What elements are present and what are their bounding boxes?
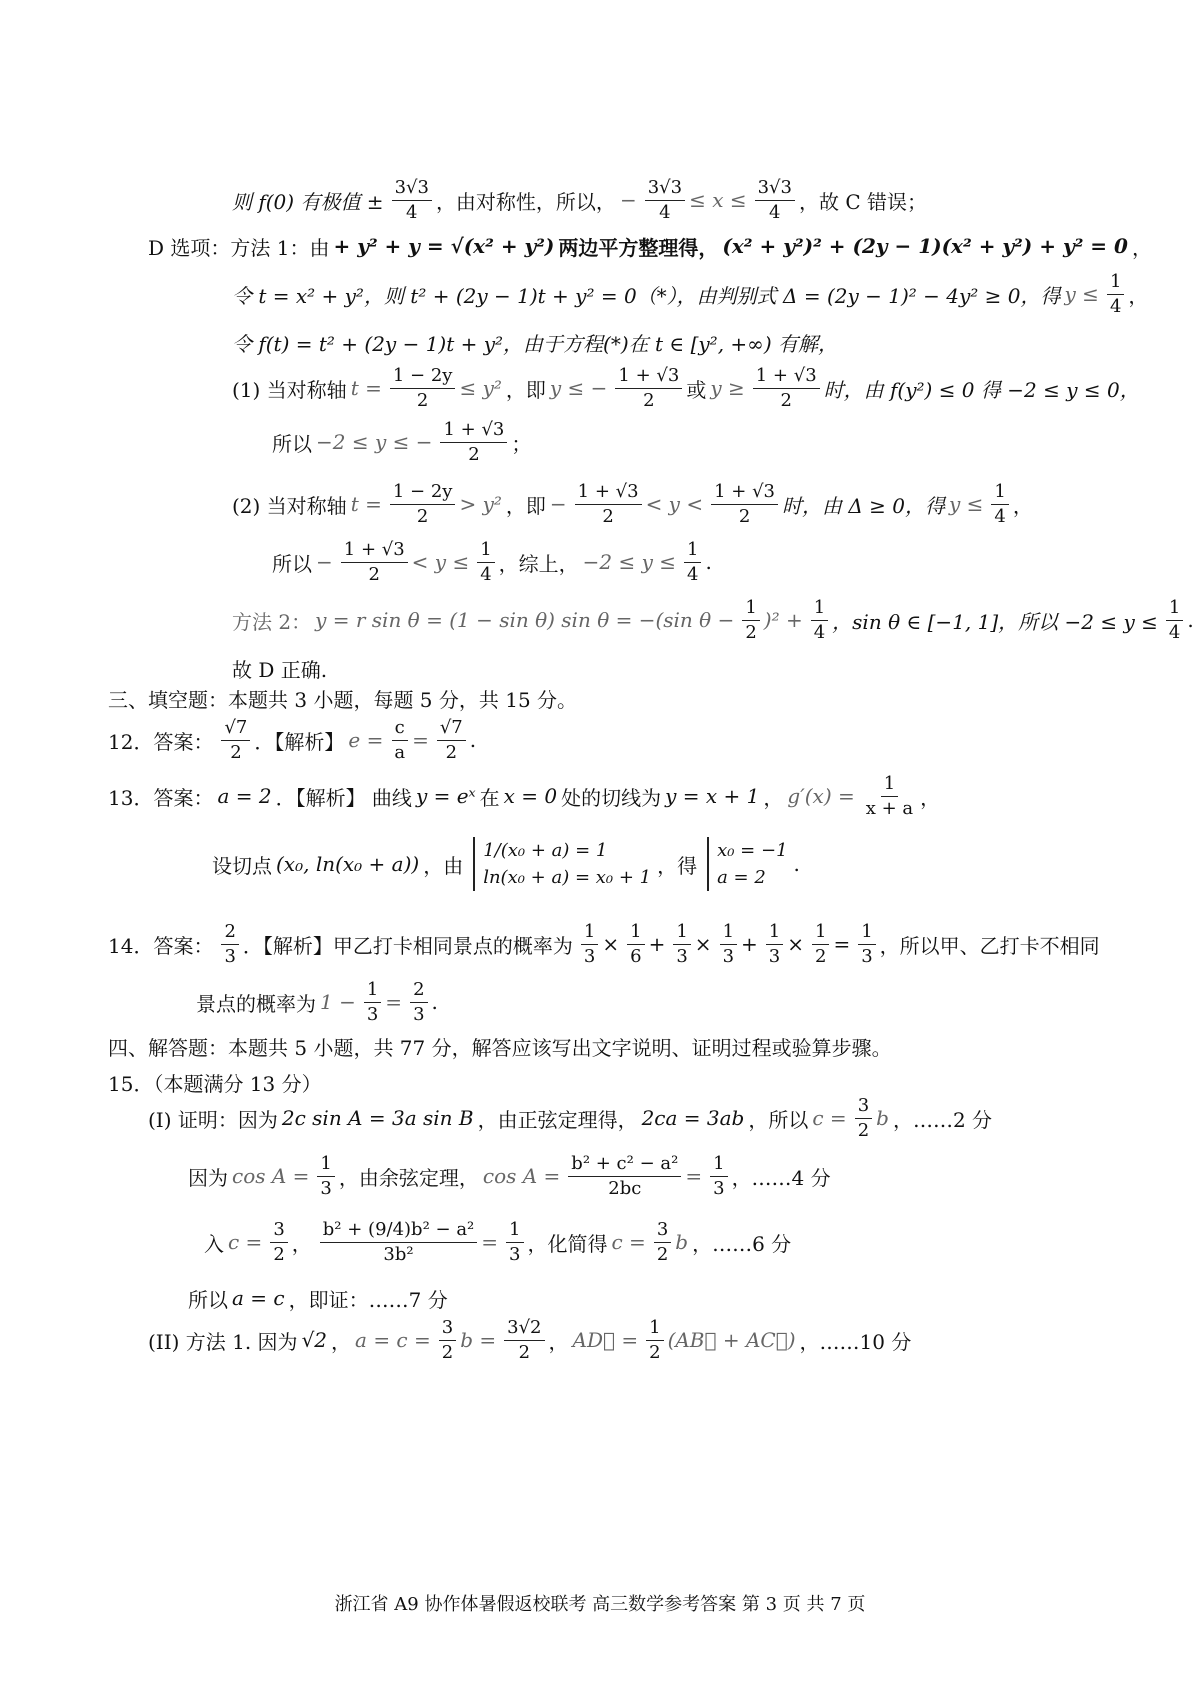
fraction-numerator: 3 <box>439 1318 456 1341</box>
text-line <box>272 540 1160 584</box>
fraction <box>439 1318 456 1363</box>
text-segment: ，即证：……7 分 <box>288 1287 448 1312</box>
fraction <box>504 1318 544 1363</box>
text-line <box>204 1220 1160 1264</box>
text-segment: D 选项：方法 1：由 <box>148 235 330 260</box>
text-line <box>272 420 1160 464</box>
fraction-numerator: 3√3 <box>392 178 432 201</box>
text-segment: ．【解析】 曲线 <box>275 785 412 810</box>
fraction-numerator: 1 − 2y <box>390 366 456 389</box>
text-segment: ，由 <box>423 853 464 878</box>
text-segment: 设切点 <box>212 853 272 878</box>
fraction-denominator: 2 <box>441 1341 454 1363</box>
text-segment: . <box>469 728 477 752</box>
text-line <box>108 718 1160 762</box>
text-segment: ， <box>1128 283 1149 308</box>
text-segment: 两边平方整理得， <box>558 235 719 260</box>
fraction-denominator: 4 <box>769 201 781 223</box>
fraction-denominator: 4 <box>406 201 418 223</box>
fraction-numerator: 1 <box>1166 598 1183 621</box>
text-segment: g′(x) = <box>787 784 855 808</box>
fraction-numerator: b² + (9/4)b² − a² <box>320 1220 478 1243</box>
text-line <box>148 1096 1160 1140</box>
fraction <box>710 1154 727 1199</box>
equation-system <box>473 837 651 891</box>
fraction-numerator: 3 <box>654 1220 671 1243</box>
fraction <box>270 1220 287 1265</box>
text-segment: c = <box>812 1106 847 1130</box>
fraction-denominator: 2bc <box>608 1177 642 1199</box>
text-segment: ， <box>331 1329 352 1354</box>
text-segment: ； <box>511 431 532 456</box>
text-segment: b <box>876 1106 889 1130</box>
text-segment: ， <box>1012 493 1033 518</box>
fraction <box>811 598 828 643</box>
text-segment: ，由对称性，所以， <box>435 189 616 214</box>
fraction <box>568 1154 681 1199</box>
text-line <box>232 320 1160 364</box>
text-line <box>188 1154 1160 1198</box>
fraction-denominator: 3 <box>320 1177 332 1199</box>
text-segment: ，得 <box>657 853 698 878</box>
fraction <box>317 1154 334 1199</box>
fraction <box>575 482 642 527</box>
text-line <box>232 178 1160 222</box>
fraction-numerator: 1 + √3 <box>711 482 778 505</box>
text-segment: 12．答案： <box>108 729 214 754</box>
fraction-denominator: 3 <box>224 945 236 967</box>
fraction-denominator: 4 <box>994 505 1006 527</box>
text-segment: ，……10 分 <box>799 1329 912 1354</box>
text-segment: (I) 证明：因为 <box>148 1107 278 1132</box>
text-segment: ， <box>548 1329 569 1354</box>
text-segment: t = <box>350 492 382 516</box>
text-segment: − <box>316 550 333 574</box>
text-segment: 时，由 Δ ≥ 0，得 <box>782 493 945 518</box>
equation: ln(x₀ + a) = x₀ + 1 <box>483 867 652 888</box>
fraction-denominator: 3 <box>722 945 735 967</box>
text-segment: ≤ y² <box>459 376 502 400</box>
fraction-numerator: c <box>392 718 408 741</box>
text-segment: 所以 <box>272 551 312 576</box>
fraction-numerator: 1 <box>710 1154 727 1177</box>
text-segment: a = c = <box>355 1328 431 1352</box>
text-segment: 时，由 f(y²) ≤ 0 得 −2 ≤ y ≤ 0， <box>823 377 1140 402</box>
fraction-numerator: 3√2 <box>504 1318 544 1341</box>
text-segment: (II) 方法 1. 因为 <box>148 1329 298 1354</box>
fraction <box>581 922 598 967</box>
text-segment: 因为 <box>188 1165 228 1190</box>
text-segment: = <box>385 990 403 1014</box>
text-segment: (x² + y²)² + (2y − 1)(x² + y²) + y² = 0 <box>722 234 1128 258</box>
text-segment: ，sin θ ∈ [−1, 1]，所以 −2 ≤ y ≤ <box>832 609 1158 634</box>
text-segment: 所以 <box>188 1287 228 1312</box>
text-segment: = <box>685 1164 703 1188</box>
fraction-denominator: 2 <box>738 505 751 527</box>
text-segment: 15．（本题满分 13 分） <box>108 1071 322 1096</box>
text-segment: x = 0 <box>503 784 558 808</box>
fraction <box>437 718 466 763</box>
text-segment: = <box>833 932 851 956</box>
fraction-denominator: 3 <box>583 945 596 967</box>
fraction-denominator: 3 <box>413 1003 425 1025</box>
fraction-denominator: 6 <box>630 945 642 967</box>
fraction <box>341 540 408 585</box>
fraction <box>684 540 701 585</box>
fraction <box>645 178 685 223</box>
fraction-denominator: 2 <box>445 741 458 763</box>
text-line <box>148 224 1160 268</box>
text-segment: 14．答案： <box>108 933 214 958</box>
text-segment: . <box>1187 608 1194 632</box>
text-segment: t = <box>350 376 382 400</box>
fraction-numerator: 1 <box>477 540 494 563</box>
text-segment: ．【解析】甲乙打卡相同景点的概率为 <box>242 933 573 958</box>
fraction-numerator: 1 <box>627 922 644 945</box>
text-segment: ．【解析】 <box>254 729 345 754</box>
text-segment: > y² <box>459 492 502 516</box>
fraction <box>221 922 238 967</box>
text-segment: . <box>431 990 438 1014</box>
text-segment: = <box>412 728 429 752</box>
text-segment: AD⃗ = <box>572 1328 639 1352</box>
fraction-numerator: 1 + √3 <box>575 482 642 505</box>
fraction <box>1107 272 1124 317</box>
fraction <box>753 366 820 411</box>
fraction-numerator: 1 + √3 <box>341 540 408 563</box>
text-segment: 令 t = x² + y²，则 t² + (2y − 1)t + y² = 0（*），由判别式 Δ = (2y − 1)² − 4y² ≥ 0，得 <box>232 283 1061 308</box>
fraction <box>812 922 829 967</box>
fraction-numerator: 1 + √3 <box>440 420 507 443</box>
text-line <box>108 774 1160 818</box>
fraction-denominator: 2 <box>780 389 792 411</box>
fraction-numerator: 3√3 <box>755 178 795 201</box>
fraction-numerator: 1 <box>766 922 783 945</box>
fraction-numerator: b² + c² − a² <box>568 1154 681 1177</box>
text-segment: + <box>741 932 758 956</box>
fraction <box>673 922 690 967</box>
fraction-numerator: 3√3 <box>645 178 685 201</box>
text-segment: ，即 <box>505 377 546 402</box>
fraction-numerator: 1 <box>720 922 737 945</box>
text-segment: y ≤ <box>949 492 984 516</box>
fraction <box>863 774 916 819</box>
text-segment: e = <box>348 728 384 752</box>
text-segment: a = c <box>232 1286 285 1310</box>
fraction-numerator: 2 <box>221 922 238 945</box>
text-line <box>188 1276 1160 1320</box>
fraction-denominator: 3 <box>676 945 688 967</box>
fraction-denominator: x + a <box>865 797 914 819</box>
fraction <box>855 1096 872 1141</box>
fraction <box>858 922 875 967</box>
fraction-denominator: 2 <box>273 1243 285 1265</box>
fraction-denominator: 2 <box>656 1243 669 1265</box>
text-segment: − <box>619 188 637 212</box>
fraction-denominator: 2 <box>368 563 380 585</box>
fraction <box>391 718 408 763</box>
fraction-denominator: 3 <box>366 1003 379 1025</box>
text-segment: 或 <box>686 377 707 402</box>
text-segment: 处的切线为 <box>561 785 662 810</box>
fraction <box>991 482 1008 527</box>
text-segment: ，所以甲、乙打卡不相同 <box>879 933 1100 958</box>
text-segment: (x₀, ln(x₀ + a)) <box>276 852 420 876</box>
fraction-numerator: 1 <box>364 980 381 1003</box>
text-segment: 四、解答题：本题共 5 小题，共 77 分，解答应该写出文字说明、证明过程或验算步骤。 <box>108 1035 892 1060</box>
fraction-numerator: 1 <box>581 922 598 945</box>
fraction <box>221 718 250 763</box>
text-line <box>232 596 1194 643</box>
equation: x₀ = −1 <box>717 840 788 861</box>
text-segment: 在 <box>479 785 500 810</box>
fraction-numerator: 1 <box>991 482 1008 505</box>
text-segment: c = <box>228 1230 263 1254</box>
equation: 1/(x₀ + a) = 1 <box>483 840 608 861</box>
fraction-numerator: 1 <box>317 1154 334 1177</box>
fraction-numerator: 1 <box>684 540 701 563</box>
fraction-denominator: 3 <box>861 945 873 967</box>
fraction-denominator: 2 <box>745 621 757 643</box>
fraction-denominator: 4 <box>659 201 671 223</box>
fraction <box>615 366 682 411</box>
fraction-denominator: 4 <box>813 621 826 643</box>
fraction-numerator: 1 + √3 <box>615 366 682 389</box>
fraction-denominator: a <box>394 741 406 763</box>
fraction-denominator: 4 <box>1168 621 1181 643</box>
text-segment: 13．答案： <box>108 785 214 810</box>
fraction-numerator: 1 <box>742 598 759 621</box>
text-segment: × <box>787 932 804 956</box>
fraction-denominator: 2 <box>643 389 655 411</box>
text-segment: + y² + y = √(x² + y²) <box>333 234 555 258</box>
text-segment: ，由余弦定理， <box>338 1165 479 1190</box>
fraction-numerator: 1 <box>646 1318 663 1341</box>
fraction-denominator: 4 <box>480 563 492 585</box>
text-line <box>232 482 1160 526</box>
fraction <box>755 178 795 223</box>
fraction <box>506 1220 523 1265</box>
text-segment: y = x + 1 <box>665 784 760 808</box>
equation: a = 2 <box>717 867 766 888</box>
fraction-numerator: √7 <box>437 718 466 741</box>
text-segment: −2 ≤ y ≤ − <box>316 430 433 454</box>
text-segment: 三、填空题：本题共 3 小题，每题 5 分，共 15 分。 <box>108 687 578 712</box>
page-footer: 浙江省 A9 协作体暑假返校联考 高三数学参考答案 第 3 页 共 7 页 <box>334 1594 866 1615</box>
text-segment: cos A = <box>232 1164 310 1188</box>
text-segment: ，故 C 错误； <box>798 189 927 214</box>
text-line <box>148 1318 1160 1362</box>
text-segment: < y ≤ <box>411 550 470 574</box>
text-line <box>108 676 1160 720</box>
fraction-numerator: 1 <box>1107 272 1124 295</box>
text-segment: . <box>793 852 800 876</box>
fraction-denominator: 3 <box>713 1177 725 1199</box>
text-segment: b = <box>460 1328 497 1352</box>
text-segment: . <box>705 550 712 574</box>
text-segment: ， <box>763 785 784 810</box>
fraction-numerator: 1 <box>858 922 875 945</box>
text-line <box>232 272 1160 316</box>
text-segment: 方法 2： <box>232 609 312 634</box>
fraction-denominator: 2 <box>518 1341 531 1363</box>
fraction <box>654 1220 671 1265</box>
fraction-numerator: 1 <box>881 774 898 797</box>
text-segment: ，化简得 <box>527 1231 608 1256</box>
fraction-denominator: 4 <box>1109 295 1122 317</box>
fraction-numerator: 1 <box>812 922 829 945</box>
fraction-denominator: 3b² <box>383 1243 414 1265</box>
text-segment: c = <box>611 1230 646 1254</box>
fraction-numerator: 1 <box>673 922 690 945</box>
text-segment: 所以 <box>272 431 312 456</box>
text-segment: < y < <box>645 492 704 516</box>
fraction-numerator: √7 <box>221 718 250 741</box>
text-segment: y ≤ <box>1064 282 1099 306</box>
text-segment: 2ca = 3ab <box>641 1106 745 1130</box>
text-line <box>212 842 1160 886</box>
fraction-denominator: 2 <box>602 505 614 527</box>
fraction <box>711 482 778 527</box>
fraction-denominator: 3 <box>509 1243 521 1265</box>
fraction <box>410 980 427 1025</box>
text-segment: × <box>694 932 712 956</box>
text-segment: 景点的概率为 <box>196 991 316 1016</box>
fraction-denominator: 2 <box>416 505 429 527</box>
text-line <box>108 922 1160 966</box>
text-segment: ，……2 分 <box>892 1107 993 1132</box>
fraction <box>390 482 456 527</box>
fraction <box>720 922 737 967</box>
fraction <box>320 1220 478 1265</box>
fraction <box>364 980 381 1025</box>
fraction <box>392 178 432 223</box>
text-segment: y = r sin θ = (1 − sin θ) sin θ = −(sin θ − <box>315 608 735 632</box>
text-segment: + <box>648 932 666 956</box>
text-segment: y ≥ <box>710 376 745 400</box>
text-segment: ，……4 分 <box>731 1165 831 1190</box>
text-segment: 则 f(0) 有极值 ± <box>232 189 384 214</box>
text-segment: ， <box>920 785 941 810</box>
text-segment: − <box>549 492 567 516</box>
fraction-denominator: 2 <box>230 741 242 763</box>
fraction-denominator: 2 <box>857 1119 870 1141</box>
fraction-denominator: 2 <box>416 389 429 411</box>
fraction-numerator: 3 <box>270 1220 287 1243</box>
text-line <box>196 980 1160 1024</box>
text-segment: 2c sin A = 3a sin B <box>281 1106 474 1130</box>
fraction <box>766 922 783 967</box>
text-segment: ≤ x ≤ <box>689 188 747 212</box>
fraction <box>742 598 759 643</box>
text-segment: 故 D 正确. <box>232 657 328 682</box>
text-segment: ， <box>1131 235 1152 260</box>
text-segment: ，……6 分 <box>692 1231 792 1256</box>
text-segment: ， <box>291 1231 312 1256</box>
fraction-denominator: 2 <box>468 443 480 465</box>
text-segment: ，由正弦定理得， <box>477 1107 638 1132</box>
text-segment: 1 − <box>320 990 356 1014</box>
fraction <box>440 420 507 465</box>
text-segment: √2 <box>301 1328 328 1352</box>
text-segment: = <box>481 1230 499 1254</box>
text-segment: b <box>675 1230 689 1254</box>
fraction-numerator: 3 <box>855 1096 872 1119</box>
text-line <box>232 366 1160 410</box>
text-segment: −2 ≤ y ≤ <box>582 550 677 574</box>
text-segment: (1) 当对称轴 <box>232 377 347 402</box>
fraction-numerator: 1 <box>506 1220 523 1243</box>
fraction <box>1166 598 1183 643</box>
fraction-numerator: 2 <box>410 980 427 1003</box>
fraction-denominator: 3 <box>768 945 781 967</box>
text-segment: ，综上， <box>498 551 579 576</box>
fraction <box>390 366 456 411</box>
text-segment: (2) 当对称轴 <box>232 493 347 518</box>
fraction <box>646 1318 663 1363</box>
fraction <box>477 540 494 585</box>
text-segment: (AB⃗ + AC⃗) <box>667 1328 796 1352</box>
text-segment: 令 f(t) = t² + (2y − 1)t + y²，由于方程(*)在 t ∈ [y², +∞) 有解， <box>232 331 838 356</box>
text-segment: cos A = <box>482 1164 561 1188</box>
fraction-numerator: 1 − 2y <box>390 482 456 505</box>
fraction-numerator: 1 + √3 <box>753 366 820 389</box>
text-segment: ，即 <box>505 493 546 518</box>
text-segment: 入 <box>204 1231 224 1256</box>
fraction-denominator: 2 <box>815 945 827 967</box>
fraction <box>627 922 644 967</box>
text-segment: ，所以 <box>748 1107 809 1132</box>
text-segment: a = 2 <box>217 784 272 808</box>
fraction-denominator: 4 <box>687 563 699 585</box>
fraction-numerator: 1 <box>811 598 828 621</box>
equation-system <box>707 837 787 891</box>
text-segment: × <box>602 932 620 956</box>
text-segment: y ≤ − <box>549 376 608 400</box>
fraction-denominator: 2 <box>649 1341 661 1363</box>
text-segment: y = eˣ <box>415 784 476 808</box>
text-segment: )² + <box>763 608 803 632</box>
